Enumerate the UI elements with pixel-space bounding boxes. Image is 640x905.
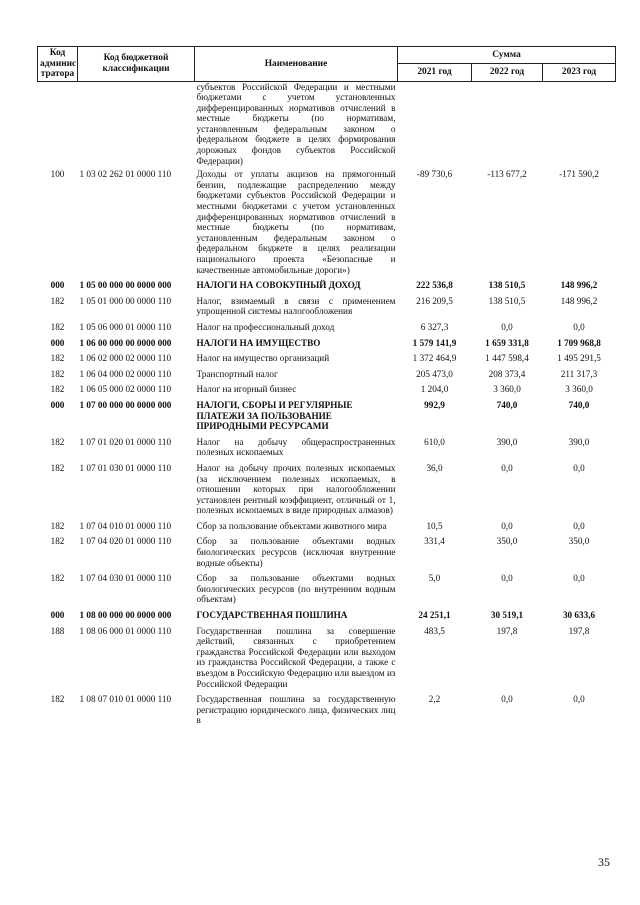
header-sum: Сумма (398, 47, 616, 64)
budget-code-cell: 1 06 05 000 02 0000 110 (79, 384, 172, 395)
header-row (38, 47, 616, 64)
name-cell: ГОСУДАРСТВЕННАЯ ПОШЛИНА (196, 610, 348, 621)
table-row (38, 350, 616, 366)
admin-code-cell: 000 (50, 337, 65, 348)
table-body (38, 81, 616, 728)
budget-code-cell: 1 07 00 000 00 0000 000 (79, 399, 172, 410)
amount-2021-cell: 216 209,5 (416, 295, 453, 306)
admin-code-cell: 182 (50, 353, 65, 364)
header-admin-code: Код админис тратора (38, 47, 78, 82)
amount-2023-cell: 350,0 (568, 536, 590, 547)
admin-code-cell: 182 (50, 536, 65, 547)
budget-code-cell: 1 08 00 000 00 0000 000 (79, 610, 172, 621)
amount-2022-cell: 1 659 331,8 (485, 337, 529, 348)
admin-code-cell: 100 (50, 169, 65, 180)
amount-2021-cell: 610,0 (424, 436, 445, 447)
budget-code-cell: 1 07 04 030 01 0000 110 (79, 573, 172, 584)
header-year-2021: 2021 год (398, 64, 472, 81)
admin-code-cell: 182 (50, 462, 65, 473)
budget-code-cell: 1 08 07 010 01 0000 110 (79, 694, 172, 705)
amount-2023-cell: 211 317,3 (560, 368, 598, 379)
amount-2021-cell: 24 251,1 (418, 610, 451, 621)
budget-code-cell: 1 08 06 000 01 0000 110 (79, 625, 172, 636)
amount-2021-cell: 483,5 (424, 625, 445, 636)
amount-2022-cell: -113 677,2 (487, 169, 527, 180)
table-row (38, 397, 616, 434)
name-cell: Сбор за пользование объектами водных биологических ресурсов (по внутренним водным объектам) (196, 573, 396, 605)
amount-2023-cell: 740,0 (568, 399, 590, 410)
budget-code-cell: 1 05 00 000 00 0000 000 (79, 280, 172, 291)
amount-2022-cell: 3 360,0 (493, 384, 521, 395)
amount-2023-cell: 0,0 (573, 573, 585, 584)
amount-2021-cell: 992,9 (424, 399, 445, 410)
amount-2022-cell: 1 447 598,4 (485, 353, 529, 364)
amount-2021-cell: -89 730,6 (416, 169, 453, 180)
table-row (38, 366, 616, 382)
budget-code-cell: 1 06 02 000 02 0000 110 (79, 353, 172, 364)
table-row (38, 381, 616, 397)
amount-2022-cell: 0,0 (501, 520, 513, 531)
amount-2023-cell: 3 360,0 (565, 384, 593, 395)
table-row (38, 319, 616, 335)
amount-2022-cell: 350,0 (496, 536, 518, 547)
name-cell: НАЛОГИ НА ИМУЩЕСТВО (196, 337, 321, 348)
admin-code-cell: 182 (50, 384, 65, 395)
budget-code-cell: 1 05 06 000 01 0000 110 (79, 321, 172, 332)
table-row (38, 691, 616, 728)
amount-2022-cell: 0,0 (501, 573, 513, 584)
amount-2023-cell: 1 495 291,5 (557, 353, 601, 364)
budget-code-cell: 1 07 01 020 01 0000 110 (79, 436, 172, 447)
amount-2021-cell: 10,5 (426, 520, 443, 531)
table-row (38, 293, 616, 319)
budget-code-cell: 1 03 02 262 01 0000 110 (79, 169, 172, 180)
amount-2021-cell: 2,2 (428, 694, 441, 705)
amount-2021-cell: 36,0 (426, 462, 443, 473)
amount-2022-cell: 0,0 (501, 321, 513, 332)
continuation-text: субъектов Российской Федерации и местными бюджетами с учетом установленных дифференцированных нормативов отчислений в местные бюджеты (по нормативам, установленным федеральным законом о федеральном бюджете в целях формирования дорожных фондов субъектов Российской Федерации) (196, 81, 396, 166)
amount-2021-cell: 331,4 (424, 536, 445, 547)
amount-2023-cell: 0,0 (573, 520, 585, 531)
budget-code-cell: 1 05 01 000 00 0000 110 (79, 295, 172, 306)
amount-2021-cell: 1 204,0 (420, 384, 449, 395)
name-cell: Транспортный налог (196, 368, 278, 379)
name-cell: Доходы от уплаты акцизов на прямогонный бензин, подлежащие распределению между бюджетами субъектов Российской Федерации и местными бюджетами с учетом установленных дифференцированных нормативов отчислений в местные бюджеты (по нормативам, установленным федеральным законом о федеральном бюджете в целях реализации национального проекта «Безопасные и качественные автомобильные дороги») (196, 169, 396, 275)
table-row (38, 335, 616, 351)
admin-code-cell: 182 (50, 436, 65, 447)
table-row (38, 570, 616, 607)
amount-2021-cell: 5,0 (428, 573, 441, 584)
amount-2022-cell: 30 519,1 (490, 610, 524, 621)
amount-2023-cell: 197,8 (568, 625, 590, 636)
page-number: 35 (598, 855, 610, 869)
name-cell: Налог на игорный бизнес (196, 384, 297, 395)
header-name: Наименование (195, 47, 398, 82)
admin-code-cell: 182 (50, 295, 65, 306)
name-cell: НАЛОГИ НА СОВОКУПНЫЙ ДОХОД (196, 280, 361, 291)
header-year-2023: 2023 год (543, 64, 616, 81)
header-budget-code: Код бюджетной классификации (78, 47, 195, 82)
header-year-2022: 2022 год (472, 64, 543, 81)
amount-2022-cell: 197,8 (496, 625, 518, 636)
budget-code-cell: 1 07 04 010 01 0000 110 (79, 520, 172, 531)
amount-2023-cell: 0,0 (573, 462, 585, 473)
name-cell: Налог на профессиональный доход (196, 321, 335, 332)
budget-code-cell: 1 06 00 000 00 0000 000 (79, 337, 172, 348)
amount-2022-cell: 138 510,5 (488, 280, 526, 291)
amount-2021-cell: 1 372 464,9 (412, 353, 457, 364)
amount-2021-cell: 6 327,3 (420, 321, 449, 332)
name-cell: Налог на добычу прочих полезных ископаемых (за исключением полезных ископаемых, в отношении которых при налогообложении установлен рентный коэффициент, отличный от 1, полезных ископаемых в виде природных алмазов) (196, 462, 396, 516)
name-cell: Сбор за пользование объектами водных биологических ресурсов (исключая внутренние водные объекты) (196, 536, 396, 568)
revenue-table (37, 46, 616, 728)
name-cell: Сбор за пользование объектами животного мира (196, 520, 387, 531)
name-cell: Государственная пошлина за государственную регистрацию юридического лица, физических лиц в (196, 694, 396, 726)
amount-2022-cell: 740,0 (496, 399, 518, 410)
admin-code-cell: 000 (50, 610, 65, 621)
amount-2023-cell: 148 996,2 (560, 280, 598, 291)
table-row (38, 166, 616, 277)
name-cell: НАЛОГИ, СБОРЫ И РЕГУЛЯРНЫЕ ПЛАТЕЖИ ЗА ПОЛЬЗОВАНИЕ ПРИРОДНЫМИ РЕСУРСАМИ (196, 399, 353, 432)
table-row (38, 460, 616, 518)
amount-2023-cell: 0,0 (573, 321, 585, 332)
amount-2023-cell: 148 996,2 (560, 295, 598, 306)
admin-code-cell: 182 (50, 520, 65, 531)
amount-2022-cell: 390,0 (496, 436, 518, 447)
admin-code-cell: 182 (50, 321, 65, 332)
name-cell: Налог на добычу общераспространенных полезных ископаемых (196, 436, 396, 458)
admin-code-cell: 182 (50, 573, 65, 584)
table-row (38, 533, 616, 570)
budget-code-cell: 1 07 04 020 01 0000 110 (79, 536, 172, 547)
name-cell: Государственная пошлина за совершение действий, связанных с приобретением гражданства Российской Федерации или выходом из гражданства Российской Федерации, а также с въездом в Российскую Федерацию или выездом из Российской Федерации (196, 625, 396, 689)
admin-code-cell: 182 (50, 694, 65, 705)
amount-2023-cell: 30 633,6 (562, 610, 596, 621)
table-row (38, 277, 616, 293)
admin-code-cell: 000 (50, 280, 65, 291)
name-cell: Налог на имущество организаций (196, 353, 330, 364)
table-row (38, 518, 616, 534)
continuation-row (38, 81, 616, 166)
amount-2022-cell: 138 510,5 (488, 295, 526, 306)
table-row (38, 623, 616, 692)
amount-2022-cell: 0,0 (501, 694, 513, 705)
amount-2021-cell: 205 473,0 (416, 368, 453, 379)
budget-code-cell: 1 06 04 000 02 0000 110 (79, 368, 172, 379)
amount-2022-cell: 208 373,4 (488, 368, 526, 379)
table-row (38, 607, 616, 623)
amount-2023-cell: 1 709 968,8 (557, 337, 601, 348)
amount-2023-cell: 0,0 (573, 694, 585, 705)
amount-2023-cell: -171 590,2 (559, 169, 599, 180)
admin-code-cell: 000 (50, 399, 65, 410)
admin-code-cell: 182 (50, 368, 65, 379)
amount-2021-cell: 1 579 141,9 (412, 337, 457, 348)
amount-2023-cell: 390,0 (568, 436, 590, 447)
amount-2022-cell: 0,0 (501, 462, 513, 473)
budget-code-cell: 1 07 01 030 01 0000 110 (79, 462, 172, 473)
admin-code-cell: 188 (50, 625, 65, 636)
amount-2021-cell: 222 536,8 (416, 280, 453, 291)
name-cell: Налог, взимаемый в связи с применением упрощенной системы налогообложения (196, 295, 396, 317)
table-row (38, 434, 616, 460)
